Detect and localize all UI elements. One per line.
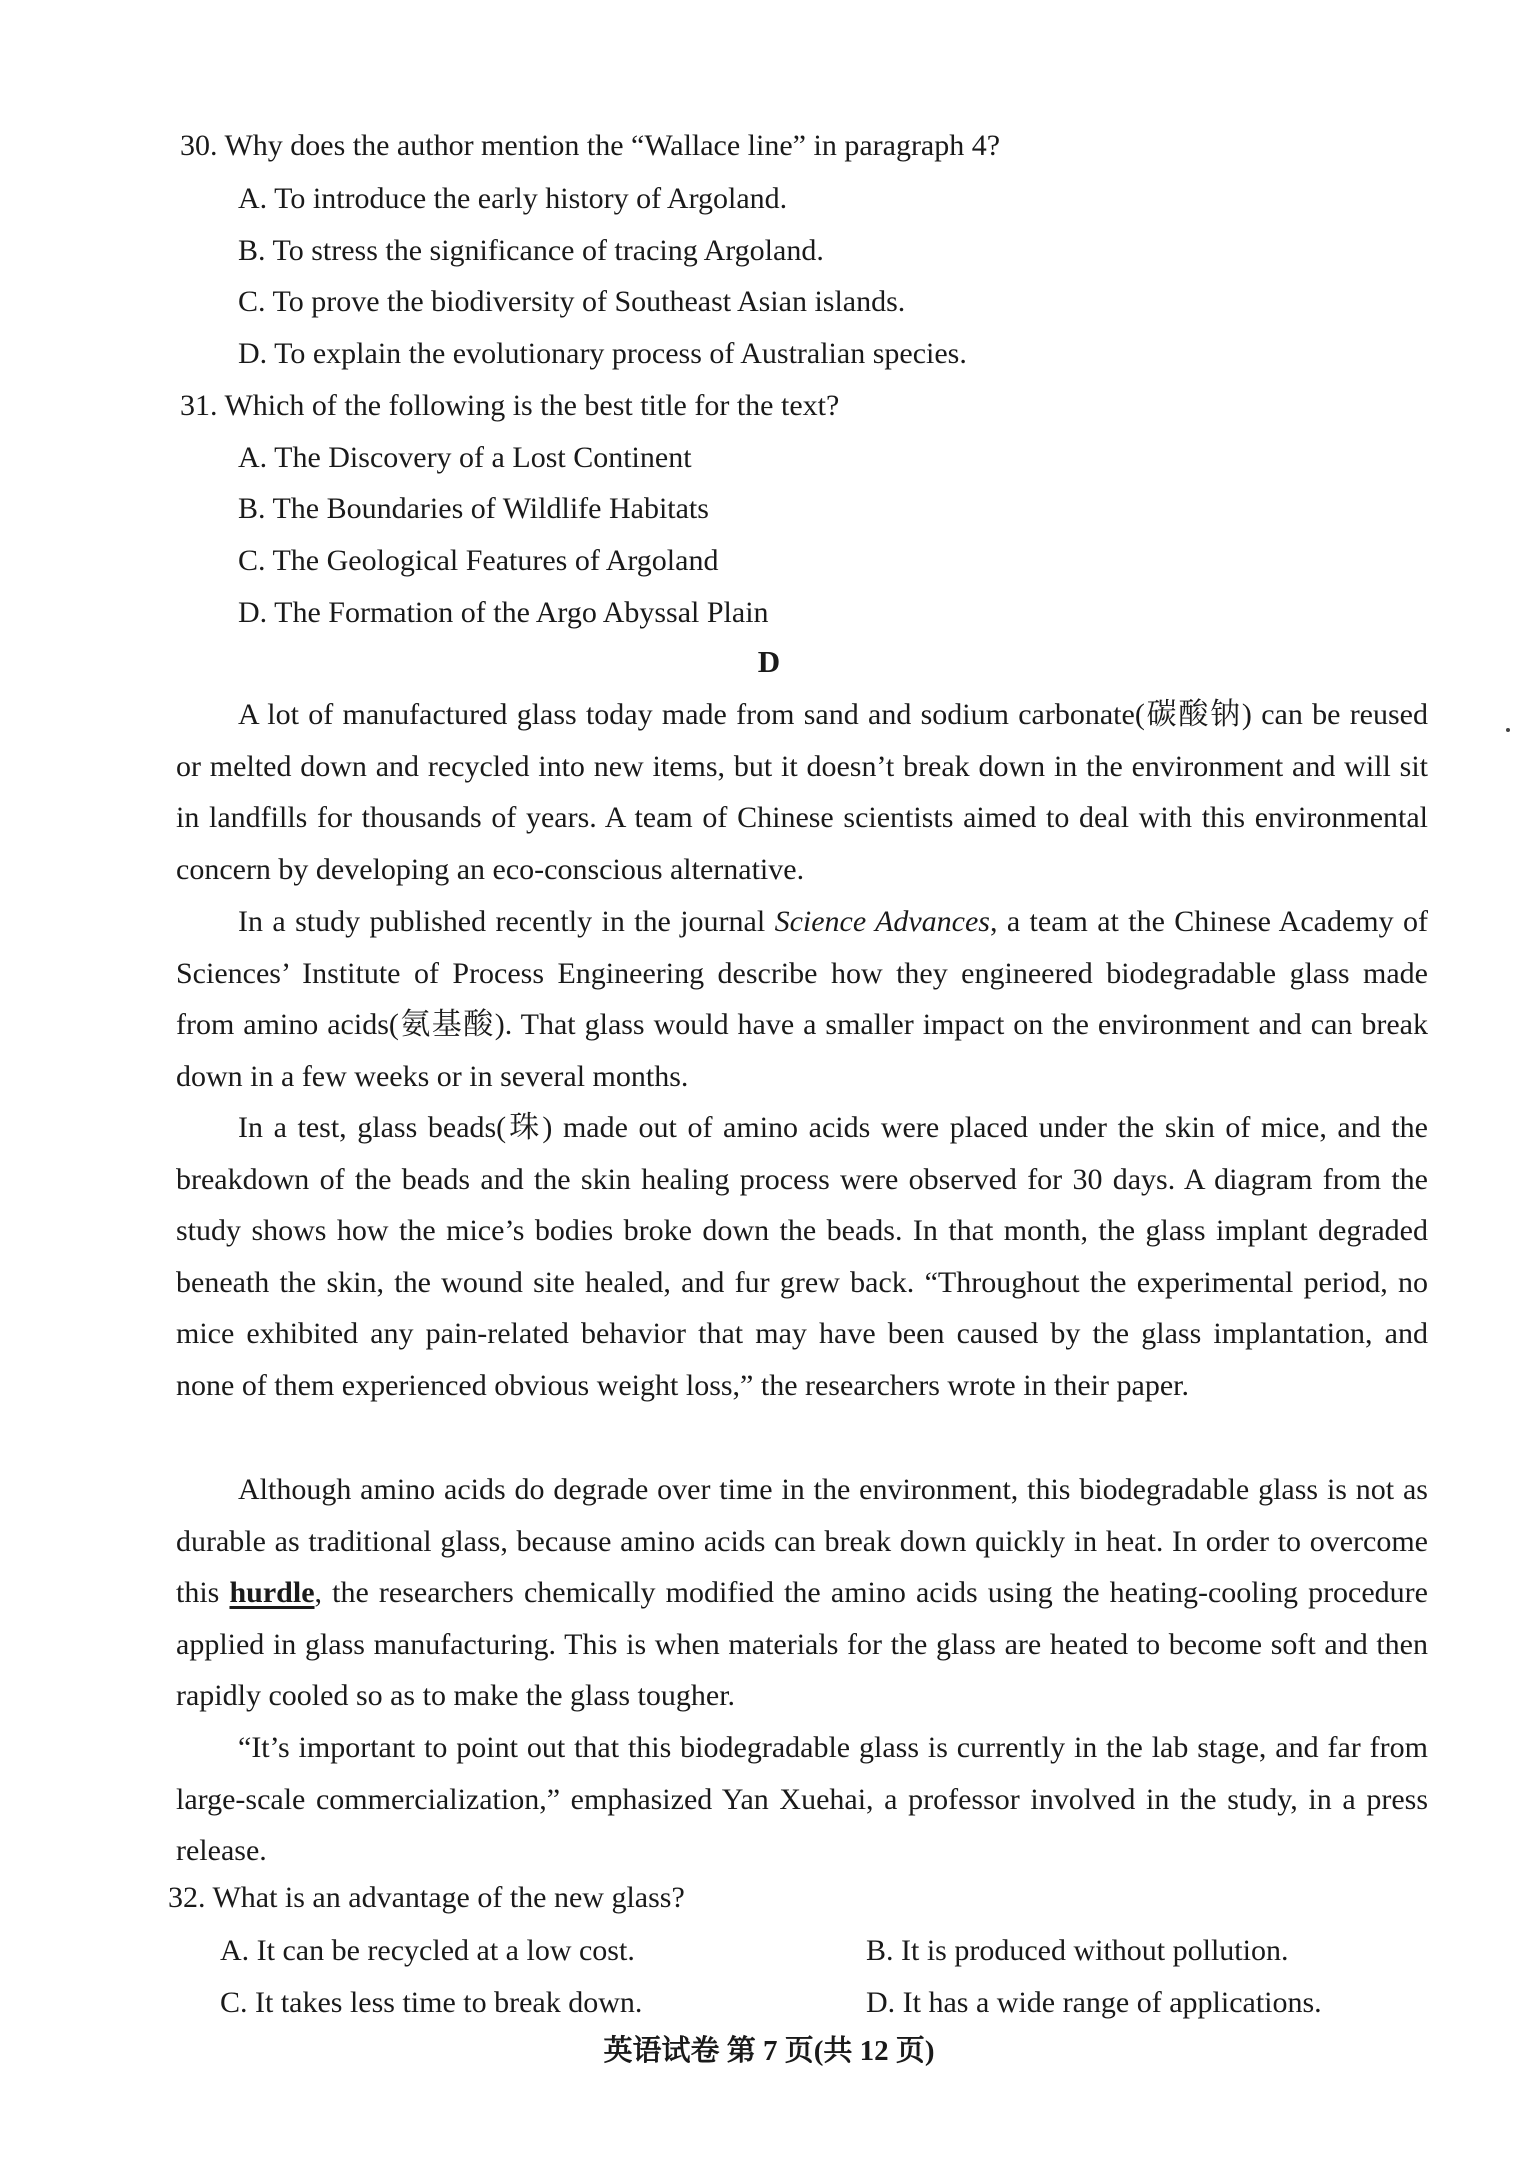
question-30-stem: 30. Why does the author mention the “Wallace line” in paragraph 4? — [180, 129, 1001, 162]
question-30-option-b: B. To stress the significance of tracing Argoland. — [238, 234, 824, 267]
question-30-option-c: C. To prove the biodiversity of Southeast Asian islands. — [238, 285, 906, 318]
question-31-option-c: C. The Geological Features of Argoland — [238, 544, 719, 577]
question-32-option-a: A. It can be recycled at a low cost. — [220, 1934, 635, 1967]
page-footer: 英语试卷 第 7 页(共 12 页) — [603, 2035, 935, 2067]
question-30-option-d: D. To explain the evolutionary process of Australian species. — [238, 337, 967, 370]
journal-name: Science Advances — [774, 905, 990, 938]
passage-paragraph-1: A lot of manufactured glass today made from sand and sodium carbonate(碳酸钠) can be reused or melted down and recycled into new items, but it doesn’t break down in the environment and will sit in landfills for thousands of years. A team of Chinese scientists aimed to deal with this environmental concern by developing an eco-conscious alternative. — [176, 698, 1428, 886]
passage-paragraph-3: In a test, glass beads(珠) made out of amino acids were placed under the skin of mice, and the breakdown of the beads and the skin healing process were observed for 30 days. A diagram from the study shows how the mice’s bodies broke down the beads. In that month, the glass implant degraded beneath the skin, the wound site healed, and fur grew back. “Throughout the experimental period, no mice exhibited any pain-related behavior that may have been caused by the glass implantation, and none of them experienced obvious weight loss,” the researchers wrote in their paper. — [176, 1111, 1428, 1402]
speck-mark — [1506, 728, 1510, 732]
passage-paragraph-2 — [176, 896, 1428, 1102]
question-31-option-a: A. The Discovery of a Lost Continent — [238, 441, 692, 474]
question-31-stem: 31. Which of the following is the best title for the text? — [180, 389, 840, 422]
paragraph-4-text-end: , the researchers chemically modified the amino acids using the heating-cooling procedure applied in glass manufacturing. This is when materials for the glass are heated to become soft and then rapidly cooled so as to make the glass tougher. — [176, 1576, 1428, 1713]
question-30-option-a: A. To introduce the early history of Argoland. — [238, 182, 788, 215]
question-32-option-b: B. It is produced without pollution. — [866, 1934, 1289, 1967]
question-32-option-c: C. It takes less time to break down. — [220, 1986, 643, 2019]
question-32-option-d: D. It has a wide range of applications. — [866, 1986, 1322, 2019]
underlined-word: hurdle — [229, 1576, 315, 1610]
question-32-stem: 32. What is an advantage of the new glass? — [168, 1881, 685, 1914]
paragraph-2-text-end: , a team at the Chinese Academy of Sciences’ Institute of Process Engineering describe how they engineered biodegradable glass made from amino acids(氨基酸). That glass would have a smaller impact on the environment and can break down in a few weeks or in several months. — [176, 905, 1428, 1093]
passage-paragraph-5: “It’s important to point out that this biodegradable glass is currently in the lab stage, and far from large-scale commercialization,” emphasized Yan Xuehai, a professor involved in the study, in a press release. — [176, 1731, 1428, 1868]
passage-paragraph-4 — [176, 1464, 1428, 1722]
question-31-option-b: B. The Boundaries of Wildlife Habitats — [238, 492, 709, 525]
paragraph-2-text-start: In a study published recently in the journal — [238, 905, 775, 938]
paragraph-4-text-start: Although amino acids do degrade over time in the environment, this biodegradable glass is not as durable as traditional glass, because amino acids can break down quickly in heat. In order to overcome this — [176, 1473, 1428, 1610]
question-31-option-d: D. The Formation of the Argo Abyssal Plain — [238, 596, 769, 629]
section-heading: D — [757, 644, 781, 679]
